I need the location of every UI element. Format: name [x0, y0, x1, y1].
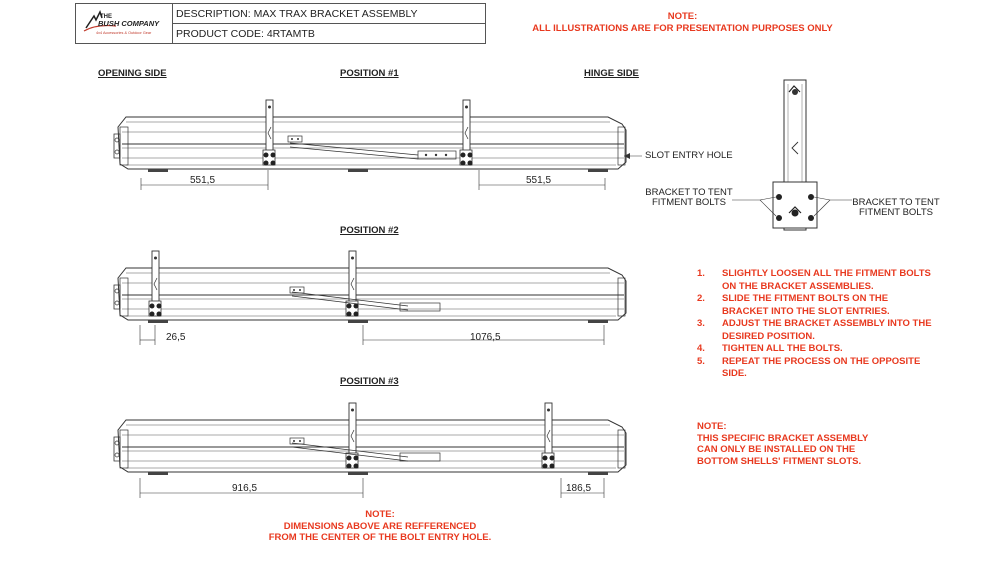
- position2-label: POSITION #2: [340, 225, 399, 236]
- bracket-bolts-left-label: [645, 188, 733, 208]
- right-note: [697, 421, 868, 467]
- logo-tagline: 4x4 Accessories & Outdoor Gear: [96, 31, 152, 35]
- step-number: 1.: [697, 268, 705, 279]
- step-item: [697, 356, 937, 381]
- bracket-bolts-right-line1: BRACKET TO TENT: [852, 197, 940, 208]
- instruction-steps: [697, 268, 937, 381]
- step-item: [697, 268, 937, 293]
- step-text: TIGHTEN ALL THE BOLTS.: [722, 343, 843, 354]
- product-code-cell: PRODUCT CODE: 4RTAMTB: [176, 28, 315, 40]
- bottom-note-line2: FROM THE CENTER OF THE BOLT ENTRY HOLE.: [268, 532, 492, 543]
- top-note-text: ALL ILLUSTRATIONS ARE FOR PRESENTATION PURPOSES ONLY: [532, 22, 833, 34]
- step-number: 3.: [697, 318, 705, 329]
- dim-p2-right: 1076,5: [470, 332, 501, 343]
- right-note-title: NOTE:: [697, 421, 727, 432]
- position2-drawing: [114, 251, 626, 345]
- bottom-note-line1: DIMENSIONS ABOVE ARE REFFERENCED: [283, 520, 477, 532]
- right-note-line1: THIS SPECIFIC BRACKET ASSEMBLY: [697, 432, 869, 444]
- bracket-bolts-right-label: [852, 198, 940, 218]
- position1-label: POSITION #1: [340, 68, 399, 79]
- step-text: REPEAT THE PROCESS ON THE OPPOSITE SIDE.: [722, 355, 921, 379]
- top-note-title: NOTE:: [667, 11, 698, 22]
- dim-p1-right: 551,5: [526, 175, 552, 186]
- step-text: ADJUST THE BRACKET ASSEMBLY INTO THE DESIRED POSITION.: [722, 318, 932, 342]
- logo-line2: BUSH COMPANY: [98, 19, 160, 28]
- description-cell: DESCRIPTION: MAX TRAX BRACKET ASSEMBLY: [176, 8, 418, 20]
- step-number: 5.: [697, 355, 705, 367]
- bottom-note-title: NOTE:: [365, 509, 395, 520]
- bracket-bolts-left-line1: BRACKET TO TENT: [645, 187, 733, 198]
- bracket-bolts-right-line2: FITMENT BOLTS: [858, 207, 934, 218]
- opening-side-label: OPENING SIDE: [98, 68, 167, 79]
- right-note-line2: CAN ONLY BE INSTALLED ON THE: [697, 444, 856, 455]
- dim-p3-right: 186,5: [566, 483, 592, 494]
- hinge-side-label: HINGE SIDE: [584, 68, 639, 79]
- dim-p3-left: 916,5: [232, 483, 258, 494]
- step-item: [697, 293, 937, 318]
- right-note-line3: BOTTOM SHELLS' FITMENT SLOTS.: [697, 455, 862, 467]
- position3-label: POSITION #3: [340, 376, 399, 387]
- bracket-bolts-left-line2: FITMENT BOLTS: [651, 197, 727, 208]
- step-text: SLIGHTLY LOOSEN ALL THE FITMENT BOLTS ON THE BRACKET ASSEMBLIES.: [722, 268, 931, 292]
- logo-line1: THE: [100, 14, 112, 20]
- step-item: [697, 343, 937, 356]
- step-number: 4.: [697, 343, 705, 354]
- bracket-detail-view: [732, 80, 852, 230]
- step-text: SLIDE THE FITMENT BOLTS ON THE BRACKET INTO THE SLOT ENTRIES.: [722, 293, 890, 317]
- step-number: 2.: [697, 293, 705, 304]
- slot-entry-hole-label: SLOT ENTRY HOLE: [645, 150, 733, 161]
- dim-p1-left: 551,5: [190, 175, 216, 186]
- dim-p2-left: 26,5: [166, 332, 186, 343]
- position3-drawing: [114, 403, 626, 498]
- step-item: [697, 318, 937, 343]
- bottom-note: [230, 509, 530, 544]
